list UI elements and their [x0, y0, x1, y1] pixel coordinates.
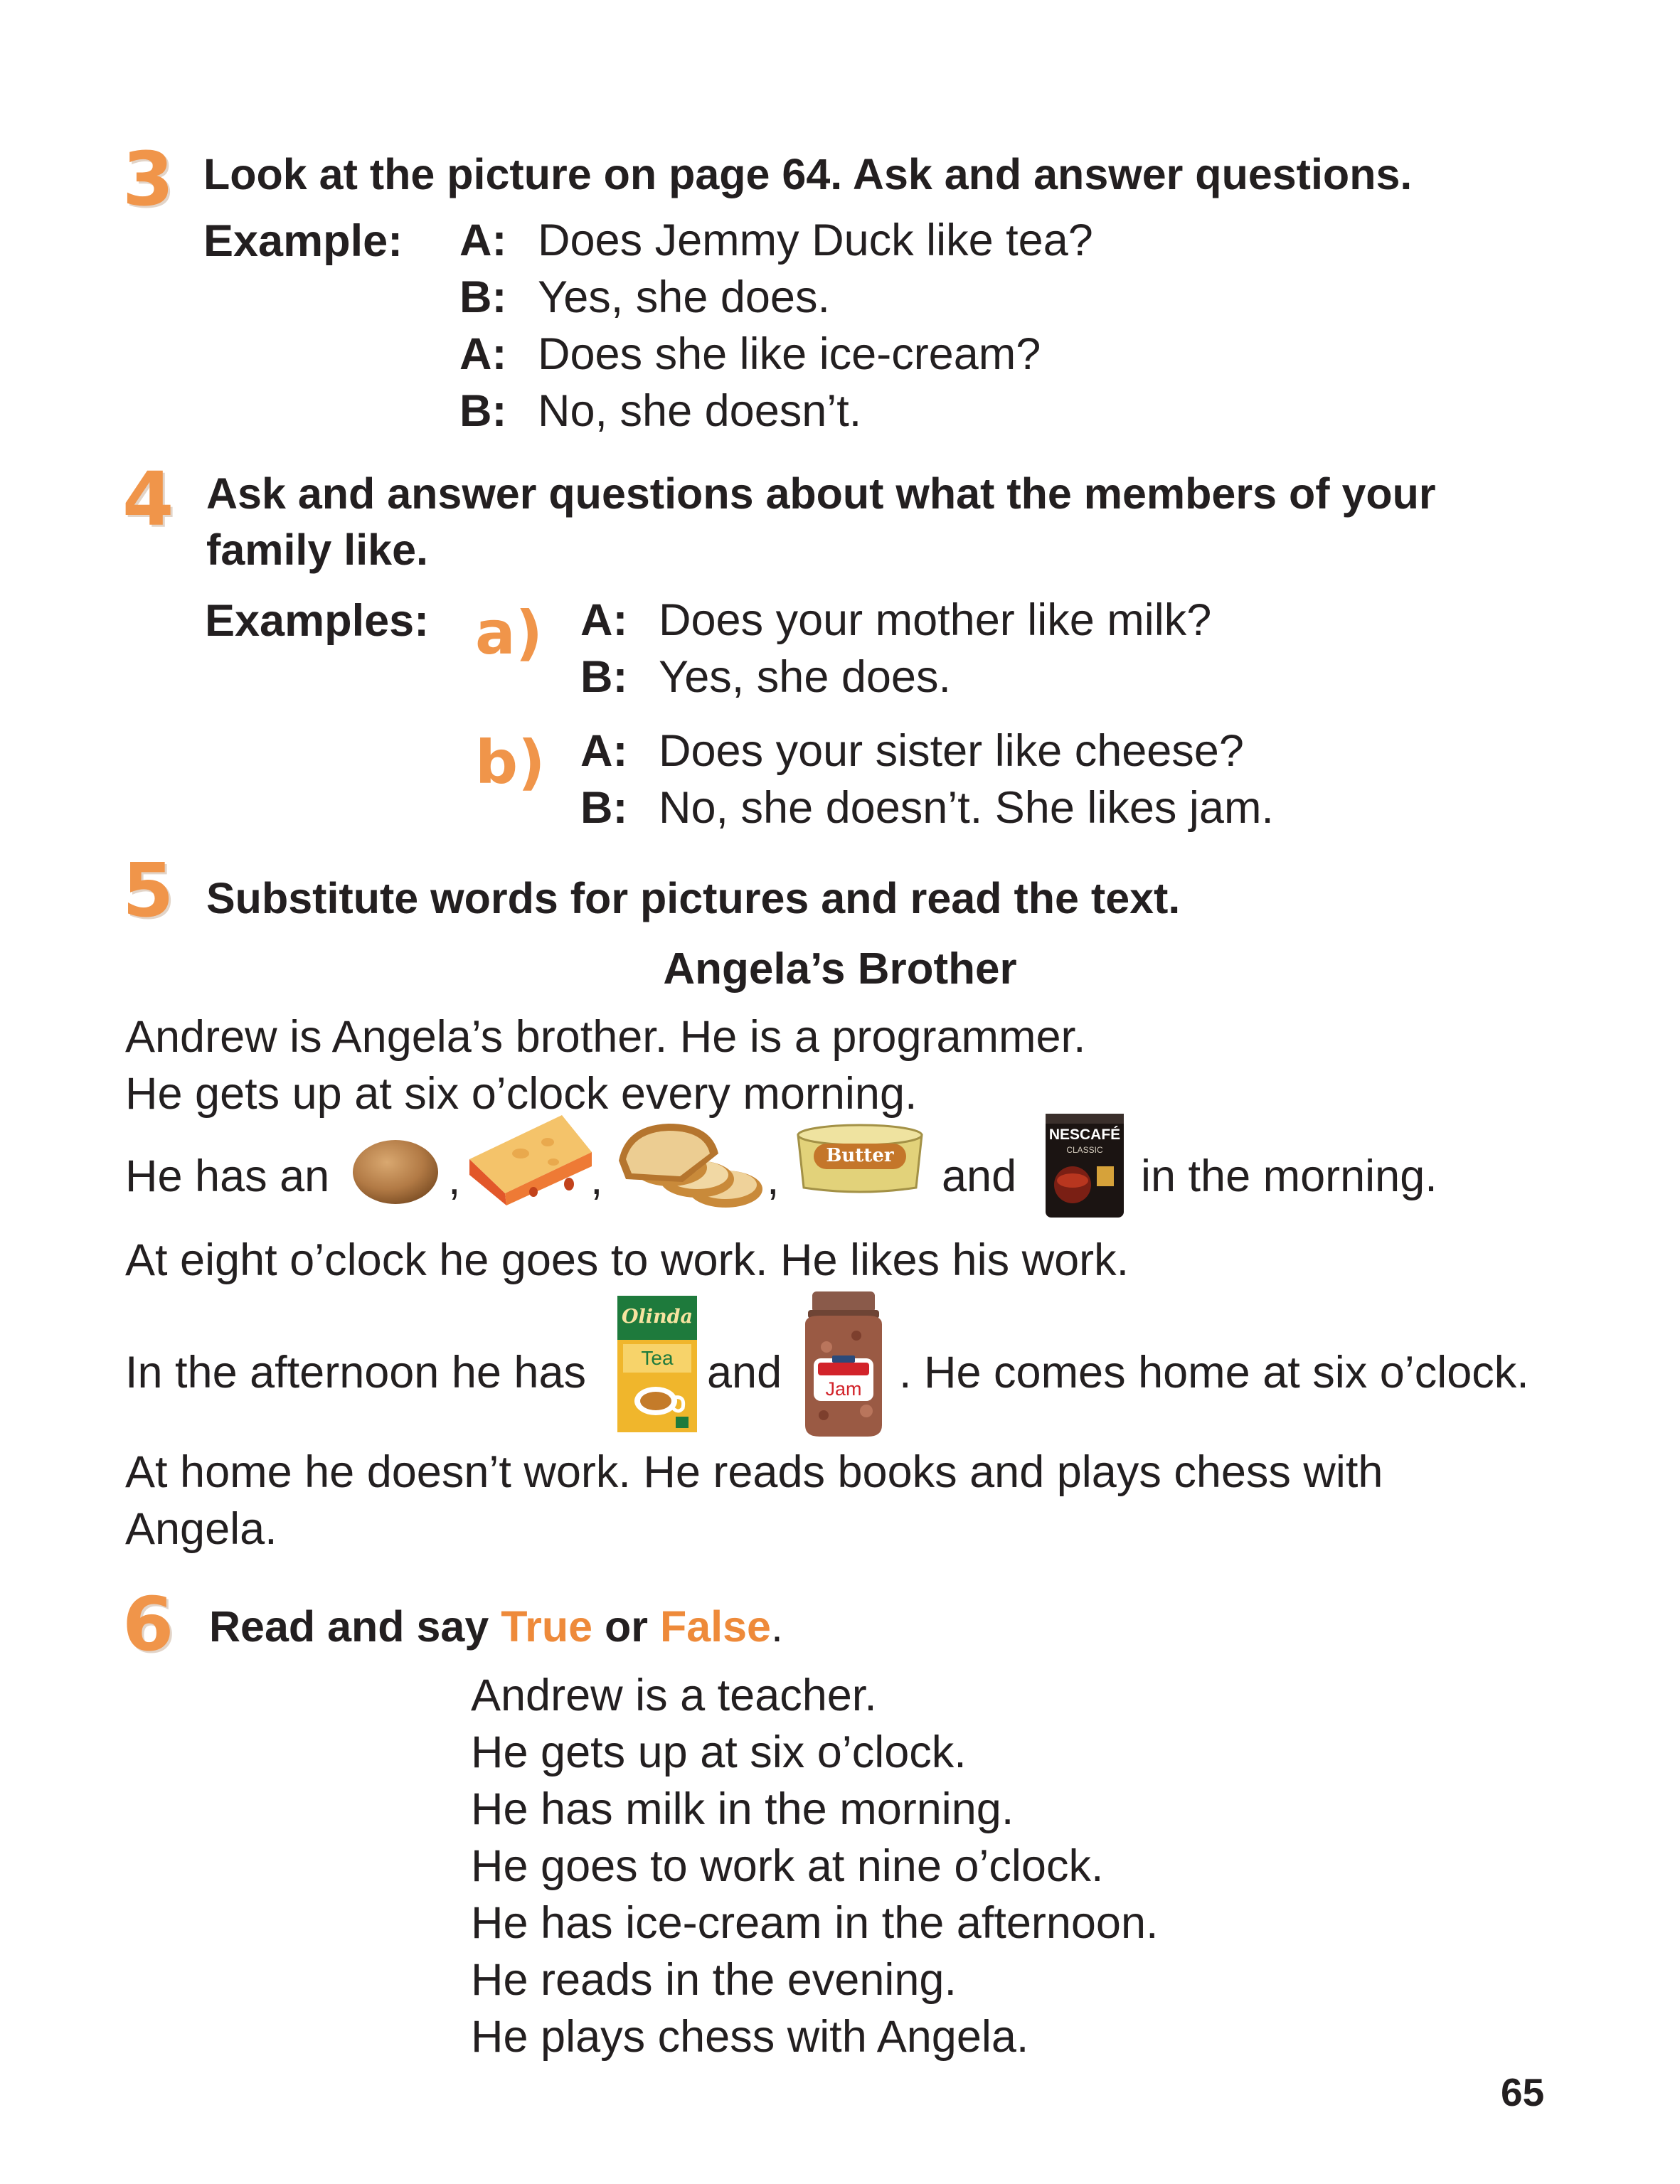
page-number: 65 [1501, 2070, 1545, 2114]
story-line: He gets up at six o’clock every morning. [125, 1069, 918, 1119]
utterance: No, she doesn’t. [538, 386, 862, 436]
utterance: No, she doesn’t. She likes jam. [659, 783, 1274, 833]
exercise-5-number: 5 [122, 847, 174, 934]
breakfast-line [125, 1109, 1548, 1223]
exercise-6-number: 6 [122, 1581, 174, 1668]
example-b-letter: b) [475, 728, 546, 797]
dialogue-line [459, 212, 1093, 269]
statements-list [471, 1667, 1159, 2065]
statement: He has milk in the morning. [471, 1784, 1014, 1834]
tea-box-icon [616, 1294, 698, 1434]
bread-icon [605, 1111, 768, 1218]
speaker: B: [580, 783, 628, 833]
and-word: and [707, 1348, 782, 1397]
and-word: and [942, 1151, 1017, 1201]
afternoon-line [125, 1290, 1583, 1439]
false-word: False [659, 1602, 771, 1651]
utterance: Yes, she does. [659, 652, 951, 702]
story-line: At eight o’clock he goes to work. He likes his work. [125, 1235, 1129, 1285]
true-word: True [501, 1602, 593, 1651]
tea-brand: Olinda [621, 1306, 693, 1328]
breakfast-start-text: He has an [125, 1151, 330, 1201]
story-line: At home he doesn’t work. He reads books and plays chess with [125, 1447, 1383, 1497]
dialogue-line [459, 383, 861, 440]
speaker: A: [459, 215, 507, 265]
utterance: Does she like ice-cream? [538, 329, 1041, 379]
exercise-3-heading: Look at the picture on page 64. Ask and answer questions. [203, 150, 1413, 198]
breakfast-end-text: in the morning. [1141, 1151, 1437, 1201]
statement: He plays chess with Angela. [471, 2012, 1029, 2062]
exercise-4-heading-line: family like. [206, 526, 428, 575]
comma: , [590, 1154, 603, 1204]
statement: He gets up at six o’clock. [471, 1727, 967, 1777]
exercise-5-heading: Substitute words for pictures and read the text. [206, 874, 1181, 922]
statement: He goes to work at nine o’clock. [471, 1841, 1104, 1891]
egg-icon [350, 1136, 441, 1206]
cheese-icon [462, 1109, 597, 1209]
exercise-4-heading [206, 466, 1436, 579]
utterance: Does your sister like cheese? [659, 726, 1244, 776]
dialogue-line [580, 779, 1274, 836]
dialogue-line [580, 723, 1244, 779]
statement: Andrew is a teacher. [471, 1671, 877, 1720]
speaker: B: [459, 386, 507, 436]
statement: He has ice-cream in the afternoon. [471, 1898, 1159, 1948]
coffee-brand: NESCAFÉ [1048, 1126, 1121, 1143]
tea-label: Tea [641, 1347, 674, 1369]
utterance: Does your mother like milk? [659, 595, 1212, 645]
utterance: Yes, she does. [538, 272, 830, 322]
afternoon-end-text: . He comes home at six o’clock. [899, 1348, 1529, 1397]
speaker: B: [580, 652, 628, 702]
exercise-3-number: 3 [122, 136, 174, 223]
heading-text: Read and say [209, 1602, 489, 1651]
coffee-jar-icon [1043, 1112, 1127, 1219]
speaker: A: [580, 595, 628, 645]
exercise-4-heading-line: Ask and answer questions about what the members of your [206, 469, 1436, 518]
exercise-6-heading [209, 1599, 783, 1655]
story-line: Angela. [125, 1504, 277, 1554]
speaker: A: [459, 329, 507, 379]
utterance: Does Jemmy Duck like tea? [538, 215, 1093, 265]
jam-jar-icon [798, 1290, 889, 1438]
butter-label: Butter [826, 1145, 894, 1166]
story-title: Angela’s Brother [663, 944, 1017, 994]
afternoon-start-text: In the afternoon he has [125, 1348, 586, 1397]
heading-period: . [770, 1602, 783, 1651]
exercise-4-examples-label: Examples: [205, 596, 430, 646]
jam-label: Jam [825, 1378, 862, 1400]
butter-icon [794, 1119, 926, 1198]
or-word: or [605, 1602, 649, 1651]
statement: He reads in the evening. [471, 1955, 957, 2005]
dialogue-line [580, 649, 951, 705]
example-a-letter: a) [475, 598, 543, 668]
dialogue-line [459, 326, 1041, 383]
speaker: B: [459, 272, 507, 322]
comma: , [767, 1154, 780, 1204]
dialogue-line [459, 269, 830, 326]
comma: , [448, 1154, 461, 1204]
story-line: Andrew is Angela’s brother. He is a programmer. [125, 1012, 1086, 1062]
exercise-3-example-label: Example: [203, 216, 403, 266]
coffee-subtitle: CLASSIC [1066, 1145, 1103, 1155]
exercise-4-number: 4 [122, 456, 174, 543]
speaker: A: [580, 726, 628, 776]
dialogue-line [580, 592, 1211, 649]
